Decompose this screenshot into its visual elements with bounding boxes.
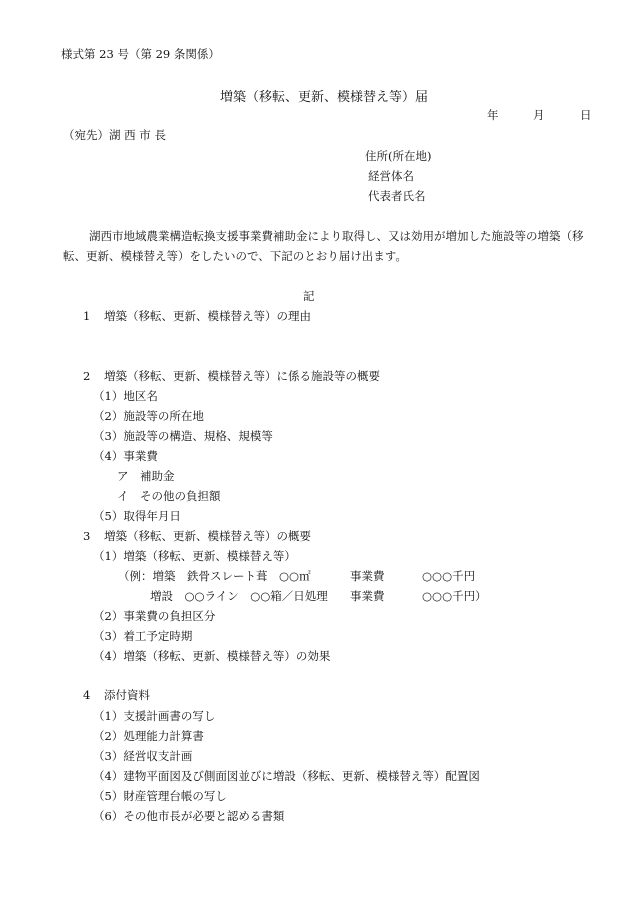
applicant-address-label: 住所(所在地): [365, 149, 432, 163]
example-line-1-desc: （例：増築 鉄骨スレート葺 ○○㎡: [118, 569, 311, 583]
applicant-representative-label: 代表者氏名: [368, 189, 426, 203]
applicant-entity-label: 経営体名: [368, 169, 414, 183]
example-line-2-label: 事業費: [350, 589, 385, 603]
date-day: 日: [580, 108, 592, 122]
date-month: 月: [533, 108, 545, 122]
section-2-item-4a: ア 補助金: [117, 469, 175, 483]
section-4-item-2: （2）処理能力計算書: [93, 729, 204, 743]
section-4-item-5: （5）財産管理台帳の写し: [93, 789, 227, 803]
date-year: 年: [487, 108, 499, 122]
form-number: 様式第 23 号（第 29 条関係）: [61, 47, 220, 61]
section-1-number: 1: [83, 309, 91, 323]
example-line-1-amount: ○○○千円: [422, 569, 476, 583]
section-1-title: 増築（移転、更新、模様替え等）の理由: [104, 309, 311, 323]
section-2-item-4b: イ その他の負担額: [117, 489, 221, 503]
section-4-item-4: （4）建物平面図及び側面図並びに増設（移転、更新、模様替え等）配置図: [93, 769, 480, 783]
section-4-number: 4: [83, 688, 91, 702]
section-3-item-4: （4）増築（移転、更新、模様替え等）の効果: [93, 649, 331, 663]
section-2-number: 2: [83, 369, 91, 383]
document-title: 増築（移転、更新、模様替え等）届: [220, 90, 429, 105]
section-4-item-3: （3）経営収支計画: [93, 749, 193, 763]
addressee: （宛先）湖 西 市 長: [63, 128, 166, 142]
section-2-item-5: （5）取得年月日: [93, 509, 181, 523]
section-3-item-2: （2）事業費の負担区分: [93, 609, 216, 623]
body-paragraph: 湖西市地域農業構造転換支援事業費補助金により取得し、又は効用が増加した施設等の増築（移転、更新、模様替え等）をしたいので、下記のとおり届け出ます。: [63, 229, 584, 263]
example-line-2-desc: 増設 ○○ライン ○○箱／日処理: [150, 589, 328, 603]
section-3-number: 3: [83, 529, 91, 543]
section-2-title: 増築（移転、更新、模様替え等）に係る施設等の概要: [104, 369, 380, 383]
section-3-title: 増築（移転、更新、模様替え等）の概要: [104, 529, 311, 543]
ki-heading: 記: [303, 289, 315, 303]
section-4-title: 添付資料: [104, 688, 150, 702]
section-2-item-2: （2）施設等の所在地: [93, 409, 204, 423]
example-line-2-amount: ○○○千円）: [422, 589, 487, 603]
section-2-item-3: （3）施設等の構造、規格、規模等: [93, 429, 273, 443]
section-2-item-1: （1）地区名: [93, 389, 158, 403]
section-3-item-3: （3）着工予定時期: [93, 629, 193, 643]
section-4-item-1: （1）支援計画書の写し: [93, 709, 216, 723]
example-line-1-label: 事業費: [350, 569, 385, 583]
section-4-item-6: （6）その他市長が必要と認める書類: [93, 809, 285, 823]
section-2-item-4: （4）事業費: [93, 449, 158, 463]
section-3-item-1: （1）増築（移転、更新、模様替え等）: [93, 549, 296, 563]
